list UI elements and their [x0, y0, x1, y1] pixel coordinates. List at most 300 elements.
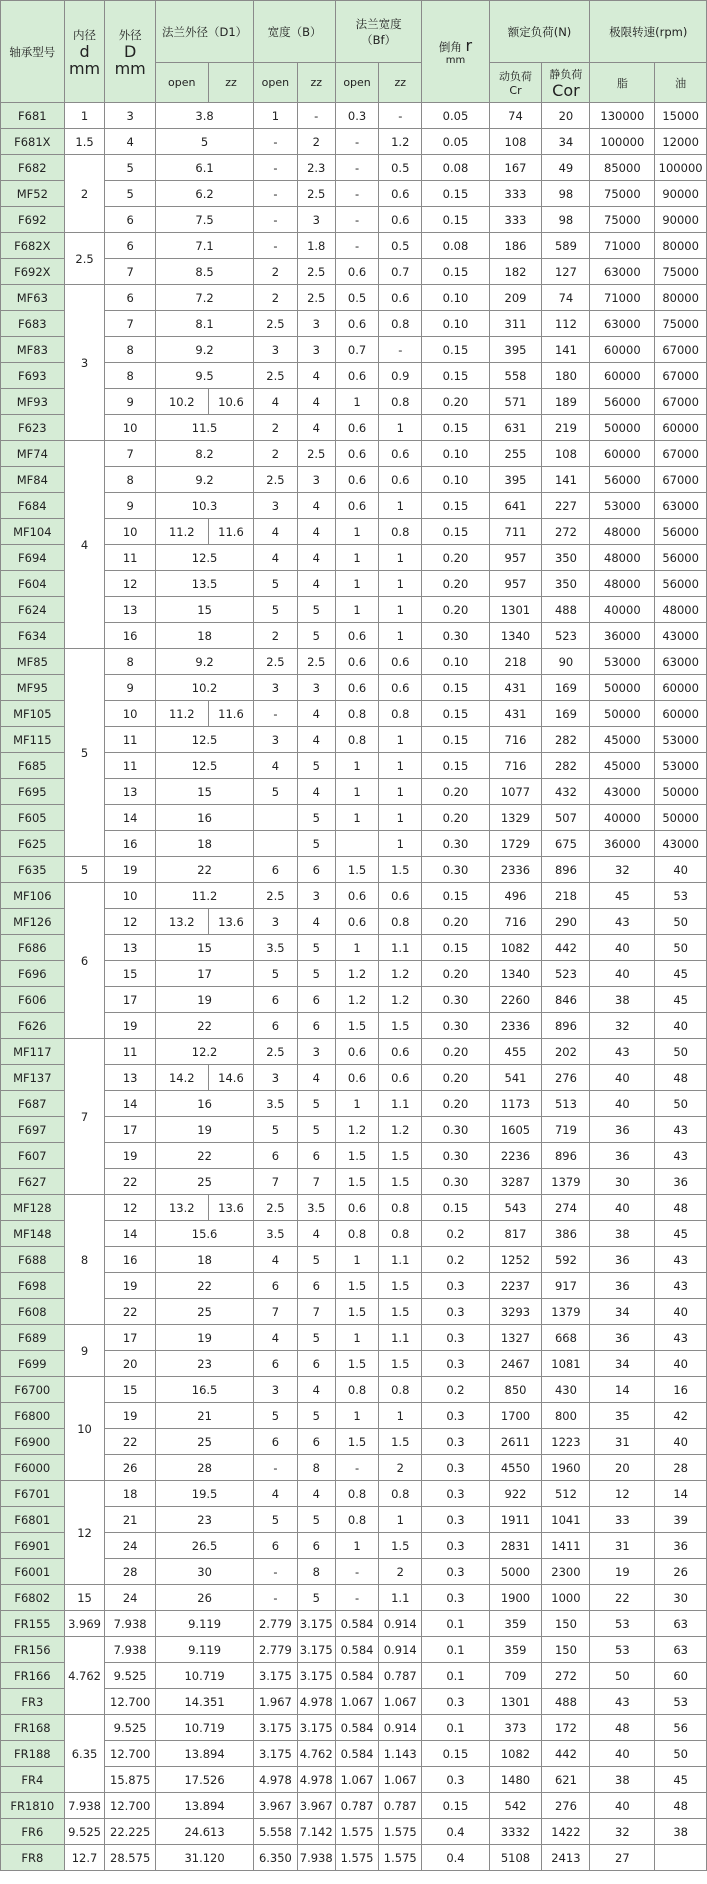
- width-open-cell: 2.5: [254, 883, 297, 909]
- table-row: [1, 1117, 707, 1143]
- speed-oil-cell: 63: [655, 1637, 707, 1663]
- flange-width-open-cell: 0.6: [335, 883, 378, 909]
- dynamic-load-cell: 1173: [489, 1091, 542, 1117]
- speed-oil-cell: 50000: [655, 805, 707, 831]
- model-cell: MF104: [1, 519, 65, 545]
- flange-width-open-cell: 1.2: [335, 961, 378, 987]
- static-load-cell: 219: [542, 415, 590, 441]
- flange-width-zz-cell: 1.067: [379, 1767, 422, 1793]
- speed-oil-cell: 43000: [655, 623, 707, 649]
- width-zz-cell: 4: [297, 779, 335, 805]
- flange-od-cell: 22: [155, 1143, 253, 1169]
- speed-grease-cell: 50000: [590, 675, 655, 701]
- speed-oil-cell: [655, 1845, 707, 1871]
- chamfer-cell: 0.15: [422, 727, 489, 753]
- outer-diameter-cell: 13: [105, 779, 155, 805]
- static-load-cell: 719: [542, 1117, 590, 1143]
- chamfer-cell: 0.4: [422, 1845, 489, 1871]
- flange-width-open-cell: 0.5: [335, 285, 378, 311]
- flange-width-zz-cell: 0.8: [379, 519, 422, 545]
- flange-width-zz-cell: 0.914: [379, 1637, 422, 1663]
- speed-grease-cell: 38: [590, 1221, 655, 1247]
- outer-diameter-cell: 13: [105, 935, 155, 961]
- chamfer-cell: 0.10: [422, 285, 489, 311]
- width-zz-cell: 3.175: [297, 1611, 335, 1637]
- flange-width-open-cell: 0.6: [335, 1039, 378, 1065]
- model-cell: MF148: [1, 1221, 65, 1247]
- speed-grease-cell: 22: [590, 1585, 655, 1611]
- static-load-cell: 150: [542, 1637, 590, 1663]
- chamfer-cell: 0.15: [422, 935, 489, 961]
- outer-diameter-cell: 3: [105, 103, 155, 129]
- flange-width-zz-cell: 1.5: [379, 1533, 422, 1559]
- flange-width-zz-cell: 0.6: [379, 207, 422, 233]
- speed-oil-cell: 56: [655, 1715, 707, 1741]
- width-zz-cell: 8: [297, 1559, 335, 1585]
- table-row: [1, 441, 707, 467]
- table-row: [1, 1403, 707, 1429]
- flange-width-symbol: （Bf）: [361, 32, 397, 47]
- chamfer-cell: 0.15: [422, 207, 489, 233]
- static-load-cell: 276: [542, 1065, 590, 1091]
- model-cell: F626: [1, 1013, 65, 1039]
- chamfer-cell: 0.3: [422, 1481, 489, 1507]
- header-outer-diameter: [105, 1, 155, 103]
- width-zz-cell: 4: [297, 389, 335, 415]
- table-row: [1, 311, 707, 337]
- width-open-cell: 2.5: [254, 467, 297, 493]
- static-load-cell: 189: [542, 389, 590, 415]
- static-load-cell: 917: [542, 1273, 590, 1299]
- model-cell: MF106: [1, 883, 65, 909]
- flange-width-zz-cell: 1.5: [379, 857, 422, 883]
- flange-od-cell: 15: [155, 935, 253, 961]
- flange-width-open-cell: 1: [335, 805, 378, 831]
- speed-grease-cell: 36000: [590, 623, 655, 649]
- chamfer-cell: 0.20: [422, 1091, 489, 1117]
- speed-grease-cell: 75000: [590, 181, 655, 207]
- speed-oil-cell: 43: [655, 1273, 707, 1299]
- static-load-cell: 90: [542, 649, 590, 675]
- outer-d-symbol: D: [123, 41, 137, 61]
- flange-width-open-cell: 0.584: [335, 1715, 378, 1741]
- width-open-cell: -: [254, 207, 297, 233]
- speed-grease-cell: 56000: [590, 389, 655, 415]
- speed-grease-cell: 50000: [590, 415, 655, 441]
- chamfer-cell: 0.20: [422, 597, 489, 623]
- outer-diameter-cell: 22: [105, 1429, 155, 1455]
- chamfer-cell: 0.3: [422, 1455, 489, 1481]
- flange-od-cell: 9.2: [155, 649, 253, 675]
- flange-width-zz-cell: 1: [379, 727, 422, 753]
- speed-grease-cell: 31: [590, 1429, 655, 1455]
- dynamic-load-cell: 431: [489, 701, 542, 727]
- flange-width-open-cell: 0.787: [335, 1793, 378, 1819]
- width-label: 宽度（B）: [267, 24, 322, 39]
- speed-grease-cell: 32: [590, 1819, 655, 1845]
- header-oil: [655, 63, 707, 103]
- flange-width-open-cell: 0.6: [335, 1065, 378, 1091]
- flange-od-cell: 10.3: [155, 493, 253, 519]
- outer-diameter-cell: 9: [105, 493, 155, 519]
- flange-width-zz-cell: 0.8: [379, 1481, 422, 1507]
- outer-diameter-cell: 5: [105, 181, 155, 207]
- inner-d-label: 内径: [73, 27, 97, 42]
- speed-oil-cell: 60000: [655, 675, 707, 701]
- width-zz-cell: 7: [297, 1169, 335, 1195]
- width-zz-cell: 6: [297, 1273, 335, 1299]
- flange-width-open-cell: 0.584: [335, 1663, 378, 1689]
- static-load-cell: 49: [542, 155, 590, 181]
- static-load-cell: 592: [542, 1247, 590, 1273]
- width-zz-cell: 6: [297, 987, 335, 1013]
- width-open-cell: -: [254, 1585, 297, 1611]
- flange-width-open-cell: 1.5: [335, 1299, 378, 1325]
- flange-width-zz-cell: 0.6: [379, 467, 422, 493]
- width-open-cell: 7: [254, 1169, 297, 1195]
- table-row: [1, 285, 707, 311]
- flange-width-open-cell: 1: [335, 1403, 378, 1429]
- width-open-cell: 4: [254, 389, 297, 415]
- flange-od-cell: 23: [155, 1507, 253, 1533]
- static-load-cell: 846: [542, 987, 590, 1013]
- chamfer-cell: 0.10: [422, 467, 489, 493]
- outer-diameter-cell: 19: [105, 1013, 155, 1039]
- dynamic-load-cell: 641: [489, 493, 542, 519]
- width-open-cell: 2: [254, 623, 297, 649]
- flange-width-zz-cell: 1.5: [379, 1273, 422, 1299]
- width-open-cell: 4.978: [254, 1767, 297, 1793]
- speed-oil-cell: 60000: [655, 415, 707, 441]
- table-row: [1, 1533, 707, 1559]
- model-cell: F623: [1, 415, 65, 441]
- flange-width-open-cell: 0.8: [335, 1377, 378, 1403]
- flange-od-cell: 30: [155, 1559, 253, 1585]
- width-zz-cell: 4: [297, 1065, 335, 1091]
- width-zz-cell: 4: [297, 727, 335, 753]
- flange-width-zz-cell: 0.6: [379, 441, 422, 467]
- flange-width-zz-cell: 1: [379, 753, 422, 779]
- flange-width-open-cell: 1.2: [335, 1117, 378, 1143]
- model-cell: MF137: [1, 1065, 65, 1091]
- model-cell: F683: [1, 311, 65, 337]
- inner-diameter-cell: 4: [64, 441, 105, 649]
- static-load-cell: 386: [542, 1221, 590, 1247]
- table-row: [1, 753, 707, 779]
- model-cell: F692X: [1, 259, 65, 285]
- width-open-cell: 5.558: [254, 1819, 297, 1845]
- table-row: [1, 1039, 707, 1065]
- speed-oil-cell: 43000: [655, 831, 707, 857]
- table-row: [1, 1195, 707, 1221]
- header-flange-od: [155, 1, 253, 63]
- dynamic-load-cell: 922: [489, 1481, 542, 1507]
- static-load-cell: 523: [542, 623, 590, 649]
- inner-diameter-cell: 2.5: [64, 233, 105, 285]
- outer-diameter-cell: 12.700: [105, 1793, 155, 1819]
- flange-width-zz-cell: 1: [379, 1507, 422, 1533]
- flange-width-zz-cell: 0.9: [379, 363, 422, 389]
- width-open-cell: 6: [254, 1351, 297, 1377]
- flange-width-open-cell: 0.8: [335, 701, 378, 727]
- dynamic-load-cell: 3287: [489, 1169, 542, 1195]
- table-row: [1, 1507, 707, 1533]
- speed-grease-cell: 85000: [590, 155, 655, 181]
- width-zz-cell: 4: [297, 493, 335, 519]
- outer-diameter-cell: 9.525: [105, 1663, 155, 1689]
- model-cell: F624: [1, 597, 65, 623]
- table-row: [1, 701, 707, 727]
- flange-od-cell: 12.5: [155, 545, 253, 571]
- static-load-cell: 108: [542, 441, 590, 467]
- dynamic-load-cell: 711: [489, 519, 542, 545]
- width-zz-cell: 4: [297, 1221, 335, 1247]
- speed-oil-cell: 45: [655, 1221, 707, 1247]
- width-zz-cell: 2.5: [297, 181, 335, 207]
- flange-od-open-cell: 10.2: [155, 389, 208, 415]
- flange-width-open-cell: -: [335, 129, 378, 155]
- dynamic-load-cell: 1252: [489, 1247, 542, 1273]
- static-load-cell: 350: [542, 571, 590, 597]
- dynamic-load-cell: 2237: [489, 1273, 542, 1299]
- speed-oil-cell: 63000: [655, 493, 707, 519]
- outer-diameter-cell: 22.225: [105, 1819, 155, 1845]
- width-open-cell: -: [254, 1455, 297, 1481]
- width-open-cell: -: [254, 1559, 297, 1585]
- static-load-cell: 896: [542, 1013, 590, 1039]
- chamfer-cell: 0.15: [422, 181, 489, 207]
- chamfer-cell: 0.20: [422, 1039, 489, 1065]
- flange-od-cell: 8.1: [155, 311, 253, 337]
- chamfer-cell: 0.3: [422, 1403, 489, 1429]
- speed-oil-cell: 48: [655, 1065, 707, 1091]
- flange-width-zz-cell: 1.1: [379, 1585, 422, 1611]
- model-cell: F6000: [1, 1455, 65, 1481]
- dynamic-load-cell: 186: [489, 233, 542, 259]
- width-open-cell: 5: [254, 597, 297, 623]
- table-row: [1, 883, 707, 909]
- table-row: [1, 857, 707, 883]
- dynamic-load-cell: 1301: [489, 597, 542, 623]
- model-cell: F625: [1, 831, 65, 857]
- outer-diameter-cell: 6: [105, 285, 155, 311]
- width-zz-cell: 4: [297, 415, 335, 441]
- model-cell: FR6: [1, 1819, 65, 1845]
- flange-width-zz-cell: -: [379, 337, 422, 363]
- width-open-cell: 3.175: [254, 1663, 297, 1689]
- speed-oil-cell: 67000: [655, 337, 707, 363]
- table-row: [1, 987, 707, 1013]
- model-cell: MF83: [1, 337, 65, 363]
- table-row: [1, 363, 707, 389]
- outer-diameter-cell: 13: [105, 597, 155, 623]
- speed-oil-cell: 53: [655, 883, 707, 909]
- model-cell: MF95: [1, 675, 65, 701]
- static-load-cell: 150: [542, 1611, 590, 1637]
- flange-width-zz-cell: 0.8: [379, 1195, 422, 1221]
- width-open-cell: 2: [254, 415, 297, 441]
- speed-grease-cell: 38: [590, 987, 655, 1013]
- flange-od-cell: 6.2: [155, 181, 253, 207]
- static-load-cell: 272: [542, 1663, 590, 1689]
- chamfer-cell: 0.15: [422, 519, 489, 545]
- static-load-cell: 127: [542, 259, 590, 285]
- outer-diameter-cell: 11: [105, 545, 155, 571]
- width-open-cell: 4: [254, 753, 297, 779]
- flange-width-zz-cell: 1.1: [379, 935, 422, 961]
- speed-oil-cell: 63: [655, 1611, 707, 1637]
- flange-width-zz-cell: 1.1: [379, 1247, 422, 1273]
- static-load-cell: 488: [542, 1689, 590, 1715]
- table-row: [1, 779, 707, 805]
- static-load-cell: 350: [542, 545, 590, 571]
- flange-od-cell: 9.119: [155, 1611, 253, 1637]
- speed-oil-cell: 56000: [655, 545, 707, 571]
- flange-od-cell: 31.120: [155, 1845, 253, 1871]
- dynamic-load-cell: 209: [489, 285, 542, 311]
- flange-od-cell: 16: [155, 1091, 253, 1117]
- flange-width-open-cell: 1: [335, 1533, 378, 1559]
- flange-width-open-cell: 1.5: [335, 1351, 378, 1377]
- chamfer-cell: 0.20: [422, 909, 489, 935]
- flange-width-zz-cell: 0.787: [379, 1663, 422, 1689]
- flange-od-cell: 7.2: [155, 285, 253, 311]
- chamfer-cell: 0.20: [422, 545, 489, 571]
- dynamic-load-cell: 1340: [489, 961, 542, 987]
- flange-od-cell: 14.351: [155, 1689, 253, 1715]
- width-zz-cell: 6: [297, 1143, 335, 1169]
- width-zz-cell: 7: [297, 1299, 335, 1325]
- width-open-cell: -: [254, 155, 297, 181]
- inner-diameter-cell: 6.35: [64, 1715, 105, 1793]
- width-zz-cell: 5: [297, 623, 335, 649]
- flange-od-label: 法兰外径（D1）: [161, 24, 248, 39]
- sub-zz-label: zz: [394, 76, 407, 89]
- static-load-cell: 442: [542, 1741, 590, 1767]
- model-cell: F604: [1, 571, 65, 597]
- model-cell: FR1810: [1, 1793, 65, 1819]
- table-row: [1, 415, 707, 441]
- width-zz-cell: 5: [297, 1507, 335, 1533]
- header-inner-diameter: [64, 1, 105, 103]
- dynamic-load-cell: 182: [489, 259, 542, 285]
- chamfer-cell: 0.10: [422, 311, 489, 337]
- width-open-cell: 6: [254, 1013, 297, 1039]
- flange-width-zz-cell: 1: [379, 1403, 422, 1429]
- outer-diameter-cell: 6: [105, 207, 155, 233]
- speed-oil-cell: 43: [655, 1117, 707, 1143]
- width-open-cell: 3: [254, 1377, 297, 1403]
- model-cell: F6700: [1, 1377, 65, 1403]
- static-load-cell: 141: [542, 337, 590, 363]
- static-load-cell: 1000: [542, 1585, 590, 1611]
- chamfer-cell: 0.20: [422, 1065, 489, 1091]
- flange-od-open-cell: 11.2: [155, 701, 208, 727]
- width-open-cell: 2.5: [254, 311, 297, 337]
- dynamic-load-cell: 1480: [489, 1767, 542, 1793]
- static-load-cell: 282: [542, 727, 590, 753]
- table-row: [1, 493, 707, 519]
- width-open-cell: 1: [254, 103, 297, 129]
- static-load-cell: 74: [542, 285, 590, 311]
- inner-diameter-cell: 10: [64, 1377, 105, 1481]
- flange-width-open-cell: 1: [335, 597, 378, 623]
- dynamic-load-cell: 1900: [489, 1585, 542, 1611]
- outer-diameter-cell: 15: [105, 1377, 155, 1403]
- speed-grease-cell: 45000: [590, 727, 655, 753]
- flange-od-cell: 19.5: [155, 1481, 253, 1507]
- dynamic-load-cell: 218: [489, 649, 542, 675]
- speed-grease-cell: 40000: [590, 597, 655, 623]
- outer-diameter-cell: 12.700: [105, 1741, 155, 1767]
- width-zz-cell: 2.5: [297, 441, 335, 467]
- dynamic-load-cell: 311: [489, 311, 542, 337]
- chamfer-cell: 0.15: [422, 1741, 489, 1767]
- chamfer-cell: 0.3: [422, 1533, 489, 1559]
- flange-width-zz-cell: 0.914: [379, 1715, 422, 1741]
- chamfer-cell: 0.3: [422, 1299, 489, 1325]
- speed-grease-cell: 40: [590, 1091, 655, 1117]
- model-cell: F6901: [1, 1533, 65, 1559]
- model-cell: F692: [1, 207, 65, 233]
- width-zz-cell: 6: [297, 1429, 335, 1455]
- chamfer-cell: 0.3: [422, 1767, 489, 1793]
- outer-diameter-cell: 28.575: [105, 1845, 155, 1871]
- table-row: [1, 1169, 707, 1195]
- dynamic-load-cell: 455: [489, 1039, 542, 1065]
- flange-width-open-cell: -: [335, 181, 378, 207]
- flange-od-cell: 10.2: [155, 675, 253, 701]
- header-grease: [590, 63, 655, 103]
- dynamic-load-cell: 2467: [489, 1351, 542, 1377]
- table-row: [1, 1377, 707, 1403]
- dynamic-load-cell: 5000: [489, 1559, 542, 1585]
- table-row: [1, 571, 707, 597]
- speed-grease-cell: 30: [590, 1169, 655, 1195]
- speed-oil-cell: 26: [655, 1559, 707, 1585]
- flange-od-zz-cell: 11.6: [208, 701, 254, 727]
- flange-od-cell: 26: [155, 1585, 253, 1611]
- table-row: [1, 1013, 707, 1039]
- flange-width-open-cell: 0.6: [335, 623, 378, 649]
- inner-diameter-cell: 15: [64, 1585, 105, 1611]
- speed-oil-cell: 50: [655, 1741, 707, 1767]
- outer-diameter-cell: 9.525: [105, 1715, 155, 1741]
- outer-diameter-cell: 7.938: [105, 1611, 155, 1637]
- speed-oil-cell: 50000: [655, 779, 707, 805]
- width-open-cell: 4: [254, 1481, 297, 1507]
- flange-width-zz-cell: 0.6: [379, 1039, 422, 1065]
- model-cell: MF115: [1, 727, 65, 753]
- flange-width-zz-cell: 1.2: [379, 987, 422, 1013]
- dynamic-load-cell: 3293: [489, 1299, 542, 1325]
- model-cell: F696: [1, 961, 65, 987]
- flange-od-cell: 10.719: [155, 1715, 253, 1741]
- flange-od-zz-cell: 14.6: [208, 1065, 254, 1091]
- chamfer-cell: 0.3: [422, 1429, 489, 1455]
- chamfer-cell: 0.15: [422, 415, 489, 441]
- flange-width-zz-cell: 0.6: [379, 181, 422, 207]
- speed-grease-cell: 32: [590, 1013, 655, 1039]
- model-cell: MF74: [1, 441, 65, 467]
- flange-od-cell: 26.5: [155, 1533, 253, 1559]
- flange-width-zz-cell: 2: [379, 1559, 422, 1585]
- model-cell: MF128: [1, 1195, 65, 1221]
- flange-width-open-cell: -: [335, 1559, 378, 1585]
- speed-grease-cell: 63000: [590, 311, 655, 337]
- model-cell: MF126: [1, 909, 65, 935]
- speed-grease-cell: 12: [590, 1481, 655, 1507]
